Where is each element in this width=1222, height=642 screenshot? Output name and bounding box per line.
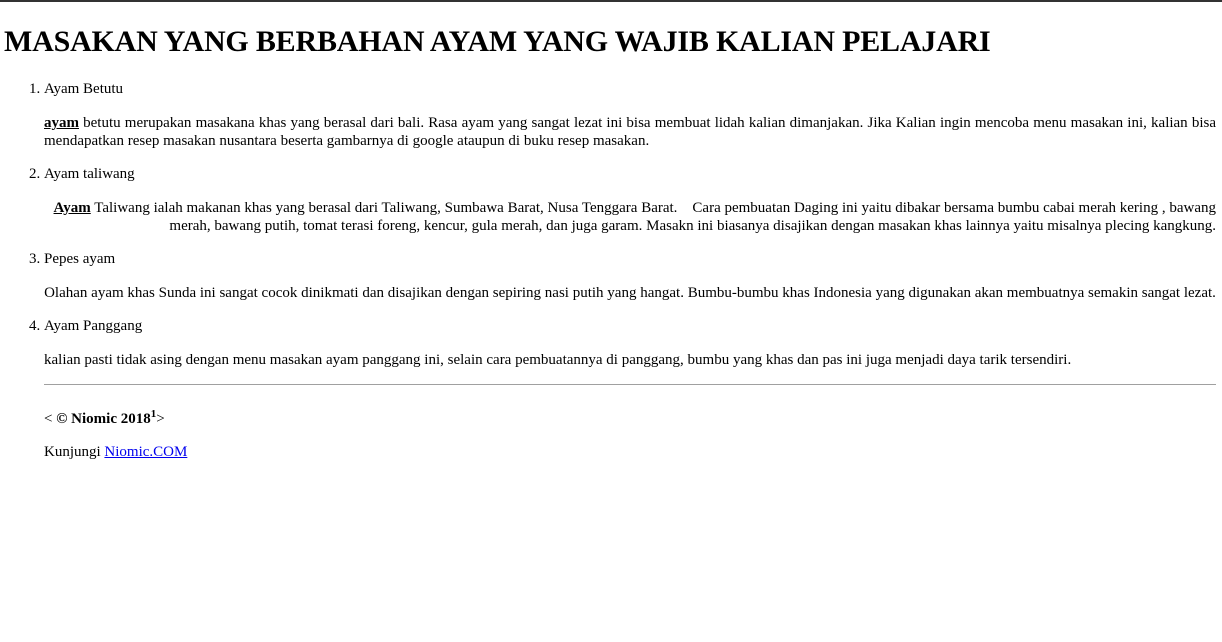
- list-item-ayam-betutu: [44, 80, 1216, 150]
- visit-line: [44, 444, 1216, 461]
- niomic-link[interactable]: Niomic.COM: [104, 444, 188, 460]
- copyright: [44, 404, 1216, 429]
- item-title: Ayam Panggang: [44, 318, 143, 334]
- recipe-list: [4, 80, 1220, 369]
- footer: [4, 384, 1216, 461]
- item-text: Taliwang ialah makanan khas yang berasal dari Taliwang, Sumbawa Barat, Nusa Tenggara Barat. Cara pembuatan Daging ini yaitu dibakar bersama bumbu cabai merah kering , bawang merah, bawang putih, tomat terasi foreng, kencur, gula merah, dan juga garam. Masakn ini biasanya disajikan dengan masakan khas lainnya yaitu misalnya plecing kangkung.: [90, 200, 1220, 234]
- item-title: Pepes ayam: [44, 251, 116, 267]
- divider: [44, 384, 1216, 385]
- item-title: Ayam taliwang: [44, 166, 135, 182]
- copyright-open: <: [44, 411, 57, 427]
- page-title: MASAKAN YANG BERBAHAN AYAM YANG WAJIB KALIAN PELAJARI: [4, 25, 991, 58]
- copyright-sup: 1: [150, 408, 157, 420]
- copyright-label: © Niomic 2018: [56, 411, 151, 427]
- visit-label: Kunjungi: [44, 444, 105, 460]
- item-description: [44, 351, 1216, 369]
- copyright-close: >: [156, 411, 165, 427]
- item-description: [44, 114, 1216, 150]
- item-title: Ayam Betutu: [44, 81, 124, 97]
- list-item-ayam-panggang: [44, 317, 1216, 369]
- item-lead-word: ayam: [44, 115, 79, 131]
- item-description: [44, 199, 1220, 235]
- item-text: kalian pasti tidak asing dengan menu masakan ayam panggang ini, selain cara pembuatannya di panggang, bumbu yang khas dan pas ini juga menjadi daya tarik tersendiri.: [44, 352, 1072, 368]
- page: [0, 24, 1222, 461]
- copyright-text: [56, 408, 157, 427]
- item-text: betutu merupakan masakana khas yang berasal dari bali. Rasa ayam yang sangat lezat ini bisa membuat lidah kalian dimanjakan. Jika Kalian ingin mencoba menu masakan ini, kalian bisa mendapatkan resep masakan nusantara beserta gambarnya di google ataupun di buku resep masakan.: [44, 115, 1216, 149]
- item-description: [44, 284, 1216, 302]
- list-item-pepes-ayam: [44, 250, 1216, 302]
- item-lead-word: Ayam: [53, 200, 91, 216]
- item-text: Olahan ayam khas Sunda ini sangat cocok dinikmati dan disajikan dengan sepiring nasi putih yang hangat. Bumbu-bumbu khas Indonesia yang digunakan akan membuatnya semakin sangat lezat.: [44, 285, 1216, 301]
- list-item-ayam-taliwang: [44, 165, 1220, 235]
